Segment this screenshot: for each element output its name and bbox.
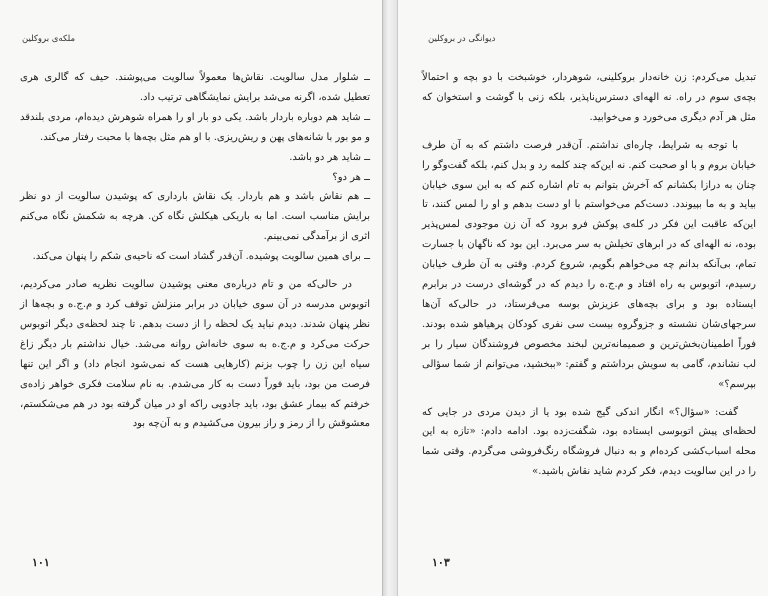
right-paragraph-1: تبدیل می‌کردم: زن خانه‌دار بروکلینی، شوهردار، خوشبخت با دو بچه و احتمالاً بچه‌ی سوم در راه. نه الهه‌ای دسترس‌ناپذیر، بلکه زنی با گوشت و استخوان که مثل هر آدم دیگری می‌خورد و می‌خوابید. [422,72,756,123]
right-running-head: دیوانگی در بروکلین [428,34,496,44]
right-paragraph-2: با توجه به شرایط، چاره‌ای نداشتم. آن‌قدر فرصت داشتم که به آن طرف خیابان بروم و با او صحبت کنم. نه این‌که چند کلمه رد و بدل کنم، بلکه گفت‌وگو را چنان به درازا بکشانم که آخرش بتوانم به تام اشاره کنم که به این سوی خیابان بیاید و به ما بپیوندد. دست‌کم می‌خواستم با او دست بدهم و او را لمس کنند، تا این‌که عاقبت این فکر در کله‌ی پوکش فرو برود که آن زن موجودی لمس‌پذیر بوده، نه الهه‌ای که در ابرهای تخیلش به سر می‌برد. این بود که ناگهان با جسارت تمام، بی‌آنکه بدانم چه می‌خواهم بگویم، شروع کردم. وقتی به آن طرف خیابان رسیدم، اتوبوس به راه افتاد و م.ج.ه را دیدم که در گوشه‌ای درست در برابرم ایستاده بود و برای بچه‌های عزیزش بوسه می‌فرستاد، در حالی‌که آن‌ها سرجهای‌شان نشسته و جزوگروه بیست سی نفری کودکان پرهیاهو شده بودند. فوراً اطمینان‌بخش‌ترین و صمیمانه‌ترین لبخند مخصوص فروشندگان سیار را بر لب نشاندم، گامی به سویش برداشتم و گفتم: «ببخشید، می‌توانم از شما سؤالی بپرسم؟» [422,139,756,390]
left-body-text [20,68,370,434]
book-gutter [383,0,397,596]
left-paragraph-5: ــ هم نقاش باشد و هم باردار. یک نقاش بارداری که پوشیدن سالویت از دو نظر برایش مناسب است. اما به باریکی هیکلش نگاه کن. هرچه به شکمش نگاه می‌کنم اثری از برآمدگی نمی‌بینم. [20,191,370,243]
right-body-text [422,68,756,482]
left-paragraph-3: ــ شاید هر دو باشد. [289,151,370,163]
left-paragraph-6: ــ برای همین سالویت پوشیده. آن‌قدر گشاد است که ناحیه‌ی شکم را پنهان می‌کند. [32,251,370,263]
right-page [397,0,768,596]
left-running-head: ملکه‌ی بروکلین [22,34,76,44]
right-page-number: ۱۰۳ [432,556,450,569]
left-paragraph-1: ــ شلوار مدل سالویت. نقاش‌ها معمولاً سالویت می‌پوشند. حیف که گالری هری تعطیل شده، اگرنه می‌شد برایش نمایشگاهی ترتیب داد. [20,72,370,103]
left-paragraph-2: ــ شاید هم دوباره باردار باشد. یکی دو بار او را همراه شوهرش دیده‌ام، مردی بلندقد و مو بور با شانه‌های پهن و ریش‌ریزی. با او هم مثل بچه‌ها با محبت رفتار می‌کند. [20,111,370,143]
left-paragraph-4: ــ هر دو؟ [332,171,370,183]
left-page-number: ۱۰۱ [32,556,50,569]
left-paragraph-7: در حالی‌که من و تام درباره‌ی معنی پوشیدن سالویت نظریه صادر می‌کردیم، اتوبوس مدرسه در آن سوی خیابان در برابر منزلش توقف کرد و م.ج.ه و بچه‌ها از نظر پنهان شدند. دیدم نباید یک لحظه را از دست بدهم. تا چند لحظه‌ی دیگر اتوبوس حرکت می‌کرد و م.ج.ه به سوی خانه‌اش روانه می‌شد. خیال نداشتم بار دیگر زاغ سیاه این زن را چوب بزنم (کارهایی هست که نمی‌شود انجام داد) و اگر این تنها فرصت من بود، باید فوراً دست به کار می‌شدم. به نام سلامت فکری خواهر زاده‌ی خرفتم که بیمار عشق بود، باید جادویی راکه او در میان گرفته بود در هم می‌شکستم، معشوقش را از رمز و راز بیرون می‌کشیدم و به آن‌چه بود [20,279,370,430]
right-paragraph-3: گفت: «سؤال؟» انگار اندکی گیج شده بود یا از دیدن مردی در جایی که لحظه‌ای پیش اتوبوسی ایستاده بود، شگفت‌زده بود. ادامه دادم: «تازه به این محله اسباب‌کشی کرده‌ام و به دنبال فروشگاه رنگ‌فروشی می‌گردم. وقتی شما را در این سالویت دیدم، فکر کردم شاید نقاش باشید.» [422,406,756,478]
left-page [0,0,383,596]
